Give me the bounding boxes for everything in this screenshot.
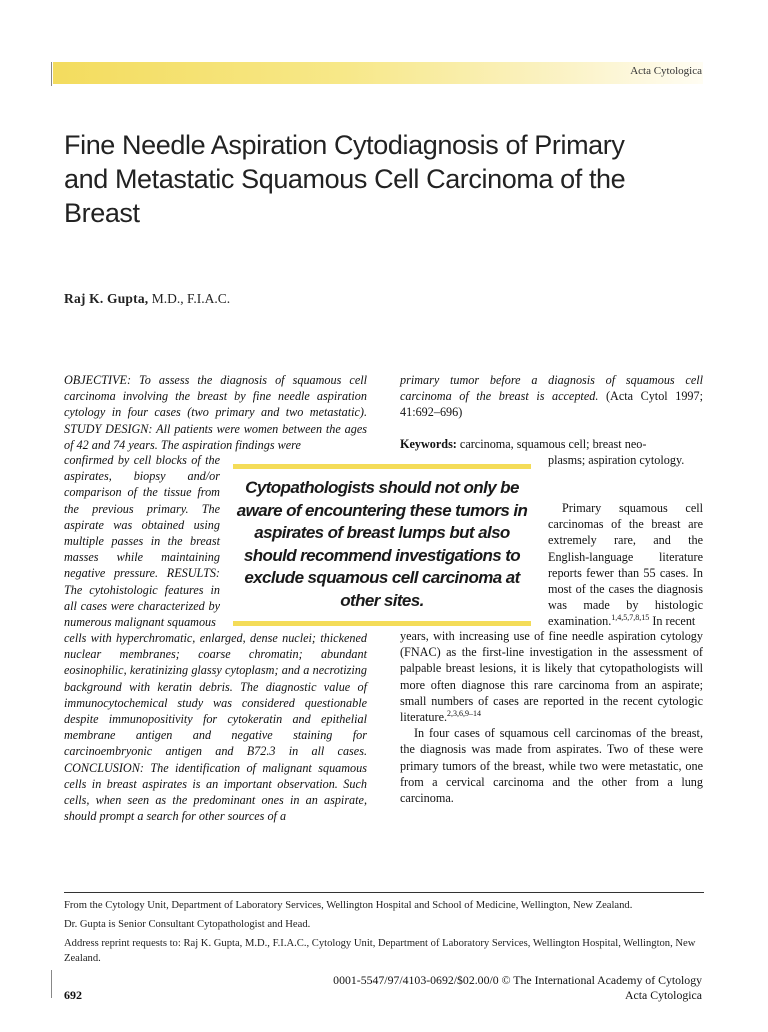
keywords [400,436,703,452]
footnote-rule [64,892,704,893]
running-header-journal: Acta Cytologica [630,65,702,77]
reference-superscript: 1,4,5,7,8,15 [611,613,650,623]
body-paragraph-text: years, with increasing use of fine needle aspiration cytology (FNAC) as the first-line investigation in the assessment of palpable breast lesions, it is likely that cytopathologists will more often diagnose this rare carcinoma from an aspirate; small numbers of cases are reported in the recent cytologic literature. [400,629,703,725]
abstract-left [64,452,220,630]
body-paragraph [400,628,703,725]
abstract-text-right: primary tumor before a diagnosis of squamous cell carcinoma of the breast is accepted. [400,373,703,404]
article-title: Fine Needle Aspiration Cytodiagnosis of Primary and Metastatic Squamous Cell Carcinoma of the Breast [64,130,626,228]
pull-quote-rule-top [233,464,531,469]
pull-quote-rule-bottom [233,621,531,626]
footnote-position: Dr. Gupta is Senior Consultant Cytopathologist and Head. [64,919,311,930]
footnote-address: Address reprint requests to: Raj K. Gupta, M.D., F.I.A.C., Cytology Unit, Department of Laboratory Services, Wellington Hospital, Wellington, New Zealand. [64,938,696,964]
header-band [53,62,703,84]
footer-rule [51,970,52,998]
keywords-continued [548,452,703,468]
abstract-text-top: OBJECTIVE: To assess the diagnosis of squamous cell carcinoma involving the breast by fine needle aspiration cytology in four cases (two primary and two metastatic). STUDY DESIGN: All patients were women between the ages of 42 and 74 years. The aspiration findings were [64,373,367,452]
author-name: Raj K. Gupta, [64,291,149,306]
abstract-citation: (Acta Cytol 1997; 41:692–696) [400,389,704,420]
header-rule [51,62,52,86]
body-paragraph: In four cases of squamous cell carcinomas of the breast, the diagnosis was made from aspirates. Two of these were primary tumors of the breast, while two were metastatic, one from a cervical carcinoma and the other from a lung carcinoma. [400,726,703,806]
abstract-text-bottom: cells with hyperchromatic, enlarged, dense nuclei; thickened nuclear membranes; coarse chromatin; abundant eosinophilic, keratinizing glassy cytoplasm; and a necrotizing background with keratin debris. The diagnostic value of immunocytochemical study was considered questionable despite immunopositivity for cytokeratin and epithelial membrane antigen and negative staining for carcinoembryonic antigen and B72.3 in all cases. CONCLUSION: The identification of malignant squamous cells in breast aspirates is an important observation. Such cells, when seen as the predominant ones in an aspirate, should prompt a search for other sources of a [64,631,367,824]
copyright-line: 0001-5547/97/4103-0692/$02.00/0 © The International Academy of Cytology [333,973,702,987]
pull-quote: Cytopathologists should not only be aware of encountering these tumors in aspirates of breast lumps but also should recommend investigations to exclude squamous cell carcinoma at other sites. [236,478,528,610]
body-narrow [548,500,703,630]
copyright-block [333,973,702,1003]
author-line [64,291,230,307]
body-intro [548,500,703,630]
abstract-top [64,372,367,453]
abstract-text-left: confirmed by cell blocks of the aspirates, biopsy and/or comparison of the tissue from the previous primary. The aspirate was obtained using multiple passes in the breast masses while maintaining negative pressure. RESULTS: The cytohistologic features in all cases were characterized by numerous malignant squamous [64,453,220,630]
page-number: 692 [64,988,82,1002]
keywords-text-b: plasms; aspiration cytology. [548,453,685,467]
keywords-label: Keywords: [400,437,457,451]
abstract-bottom [64,630,367,824]
body-right [400,628,703,806]
keywords-text-a: carcinoma, squamous cell; breast neo- [459,437,647,451]
body-intro-text: Primary squamous cell carcinomas of the breast are extremely rare, and the English-language literature reports fewer than 55 cases. In most of the cases the diagnosis was made by histologic examination. [548,501,703,629]
footer-journal: Acta Cytologica [625,988,702,1002]
footnote-affiliation: From the Cytology Unit, Department of Laboratory Services, Wellington Hospital and School of Medicine, Wellington, New Zealand. [64,900,633,911]
body-intro-tail: In recent [652,614,696,629]
abstract-continuation [400,372,703,421]
author-degrees: M.D., F.I.A.C. [151,291,231,306]
reference-superscript: 2,3,6,9–14 [447,708,482,718]
